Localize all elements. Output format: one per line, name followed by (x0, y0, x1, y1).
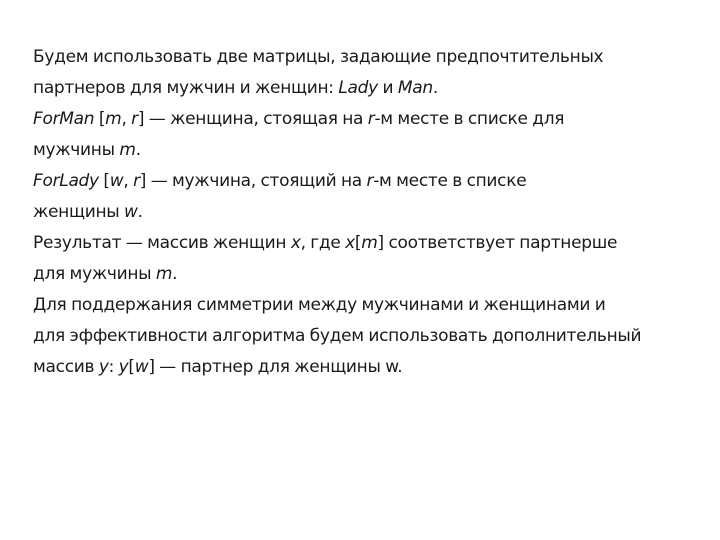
italic-text-run: y (118, 357, 129, 377)
paragraph (33, 290, 713, 383)
text-run: -м месте в списке (373, 171, 527, 191)
italic-text-run: m (361, 233, 378, 253)
italic-text-run: y (98, 357, 109, 377)
text-run: -м месте в списке для (374, 109, 565, 129)
italic-text-run: r (366, 171, 374, 191)
italic-text-run: m (105, 109, 122, 129)
text-line (33, 42, 713, 73)
text-run: Для поддержания симметрии между мужчинами и женщинами и (33, 295, 606, 315)
paragraph (33, 228, 713, 290)
italic-text-run: r (133, 171, 140, 191)
text-run: женщины (33, 202, 124, 222)
italic-text-run: m (155, 264, 173, 284)
text-line (33, 104, 713, 135)
text-run: Результат — массив женщин (33, 233, 291, 253)
text-run: . (432, 78, 438, 98)
text-run: мужчины (33, 140, 120, 160)
text-run: , (123, 171, 134, 191)
italic-text-run: w (109, 171, 124, 191)
paragraph (33, 166, 713, 228)
text-run: . (135, 140, 141, 160)
paragraph (33, 42, 713, 104)
text-run: . (172, 264, 178, 284)
italic-text-run: ForMan (33, 109, 95, 129)
text-run: для эффективности алгоритма будем использовать дополнительный (33, 326, 642, 346)
text-run: массив (33, 357, 99, 377)
italic-text-run: m (119, 140, 136, 160)
text-line (33, 197, 713, 228)
italic-text-run: Lady (338, 78, 378, 98)
text-run: , (121, 109, 132, 129)
text-run: [ (94, 109, 106, 129)
text-run: [ (128, 357, 135, 377)
italic-text-run: w (124, 202, 138, 222)
italic-text-run: Man (397, 78, 433, 98)
text-line (33, 73, 713, 104)
italic-text-run: r (367, 109, 375, 129)
text-run: [ (98, 171, 110, 191)
text-run: : (108, 357, 119, 377)
italic-text-run: x (345, 233, 355, 253)
text-line (33, 166, 713, 197)
text-line (33, 321, 713, 352)
italic-text-run: ForLady (33, 171, 99, 191)
text-run: ] — мужчина, стоящий на (139, 171, 367, 191)
text-run: ] — партнер для женщины w. (148, 357, 403, 377)
italic-text-run: w (134, 357, 149, 377)
text-run: для мужчины (33, 264, 156, 284)
text-run: партнеров для мужчин и женщин: (33, 78, 339, 98)
italic-text-run: r (131, 109, 138, 129)
text-run: [ (354, 233, 362, 253)
italic-text-run: x (290, 233, 301, 253)
text-run: ] соответствует партнерше (377, 233, 618, 253)
text-run: , где (300, 233, 346, 253)
text-run: Будем использовать две матрицы, задающие предпочтительных (33, 47, 604, 67)
text-run: ] — женщина, стоящая на (137, 109, 368, 129)
text-line (33, 135, 713, 166)
text-line (33, 259, 713, 290)
paragraph (33, 104, 713, 166)
text-run: и (377, 78, 398, 98)
text-run: . (137, 202, 143, 222)
text-line (33, 228, 713, 259)
slide-text-body (33, 42, 713, 383)
text-line (33, 290, 713, 321)
text-line (33, 352, 713, 383)
